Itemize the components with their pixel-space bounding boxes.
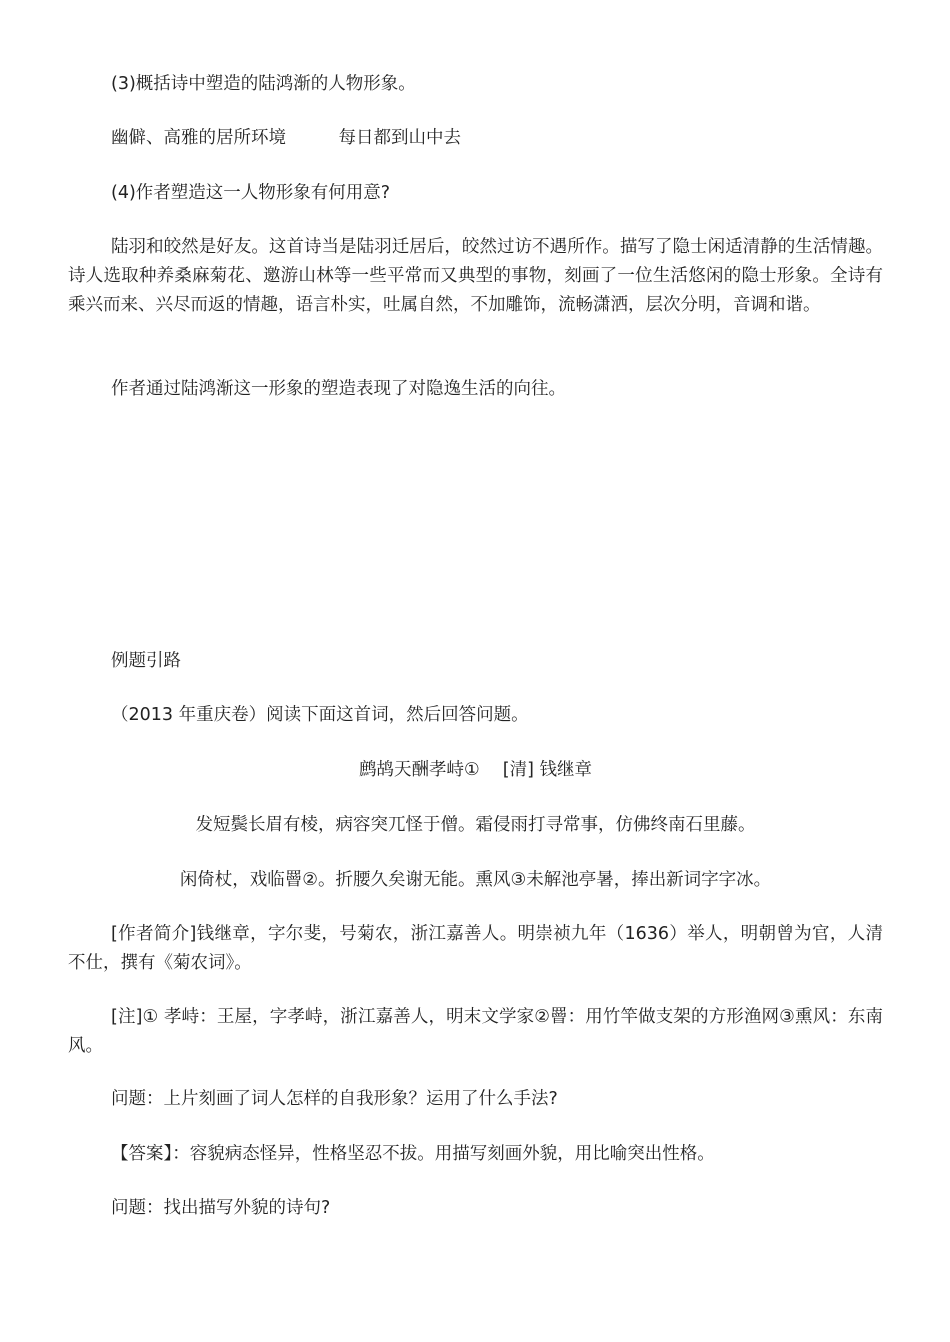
- question-3: (3)概括诗中塑造的陆鸿渐的人物形象。: [111, 74, 416, 94]
- question-4: (4)作者塑造这一人物形象有何用意?: [111, 183, 391, 203]
- poem-notes: [注]① 孝峙：王屋，字孝峙，浙江嘉善人，明末文学家②罾：用竹竿做支架的方形渔网③熏风：东南风。: [68, 1007, 883, 1056]
- analysis-paragraph: 陆羽和皎然是好友。这首诗当是陆羽迁居后，皎然过访不遇所作。描写了隐士闲适清静的生活情趣。诗人选取种养桑麻菊花、邀游山林等一些平常而又典型的事物，刻画了一位生活悠闲的隐士形象。全诗有乘兴而来、兴尽而返的情趣，语言朴实，吐属自然，不加雕饰，流畅潇洒，层次分明，音调和谐。: [68, 237, 883, 315]
- poem-title: 鹧鸪天酬孝峙① [清] 钱继章: [359, 760, 592, 780]
- section-heading: 例题引路: [111, 651, 181, 671]
- answer-1: 【答案】：容貌病态怪异，性格坚忍不拔。用描写刻画外貌，用比喻突出性格。: [111, 1144, 715, 1164]
- question-2: 问题：找出描写外貌的诗句?: [111, 1198, 331, 1218]
- poem-line-1: 发短鬓长眉有棱，病容突兀怪于僧。霜侵雨打寻常事，仿佛终南石里藤。: [195, 815, 756, 835]
- conclusion-paragraph: 作者通过陆鸿渐这一形象的塑造表现了对隐逸生活的向往。: [111, 379, 566, 399]
- poem-line-2: 闲倚杖，戏临罾②。折腰久矣谢无能。熏风③未解池亭暑，捧出新词字字冰。: [179, 870, 772, 890]
- author-bio: [作者简介]钱继章，字尔斐，号菊农，浙江嘉善人。明崇祯九年（1636）举人，明朝曾为官，人清不仕，撰有《菊农词》。: [68, 924, 883, 973]
- exam-intro: （2013 年重庆卷）阅读下面这首词，然后回答问题。: [111, 705, 529, 725]
- question-1: 问题：上片刻画了词人怎样的自我形象？运用了什么手法?: [111, 1089, 558, 1109]
- answer-phrases: 幽僻、高雅的居所环境 每日都到山中去: [111, 128, 461, 148]
